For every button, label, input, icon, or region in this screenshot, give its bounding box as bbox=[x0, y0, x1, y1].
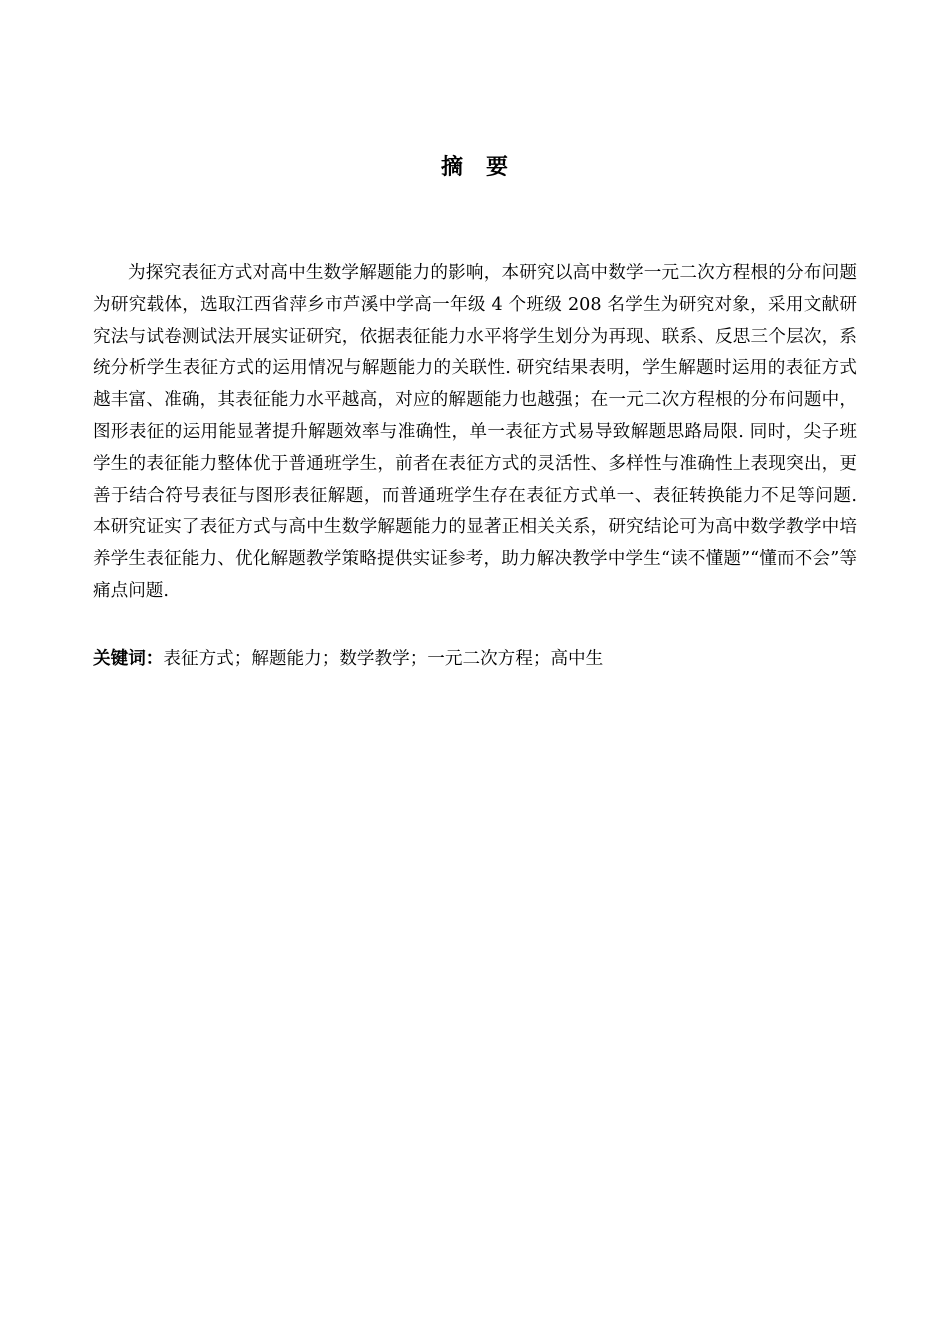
keywords-label: 关键词： bbox=[93, 649, 164, 669]
abstract-title-char-2: 要 bbox=[486, 155, 510, 180]
abstract-body: 为探究表征方式对高中生数学解题能力的影响，本研究以高中数学一元二次方程根的分布问题为研究载体，选取江西省萍乡市芦溪中学高一年级 4 个班级 208 名学生为研究对象，采用文献研究法与试卷测试法开展实证研究，依据表征能力水平将学生划分为再现、联系、反思三个层次，系统分析学生表征方式的运用情况与解题能力的关联性. 研究结果表明，学生解题时运用的表征方式越丰富、准确，其表征能力水平越高，对应的解题能力也越强；在一元二次方程根的分布问题中，图形表征的运用能显著提升解题效率与准确性，单一表征方式易导致解题思路局限. 同时，尖子班学生的表征能力整体优于普通班学生，前者在表征方式的灵活性、多样性与准确性上表现突出，更善于结合符号表征与图形表征解题，而普通班学生存在表征方式单一、表征转换能力不足等问题. 本研究证实了表征方式与高中生数学解题能力的显著正相关关系，研究结论可为高中数学教学中培养学生表征能力、优化解题教学策略提供实证参考，助力解决教学中学生“读不懂题”“懂而不会”等痛点问题. bbox=[93, 263, 857, 601]
keywords-value: 表征方式；解题能力；数学教学；一元二次方程；高中生 bbox=[163, 649, 604, 669]
abstract-title-char-1: 摘 bbox=[440, 155, 464, 180]
keywords-line bbox=[93, 644, 857, 676]
abstract-title bbox=[0, 148, 950, 188]
